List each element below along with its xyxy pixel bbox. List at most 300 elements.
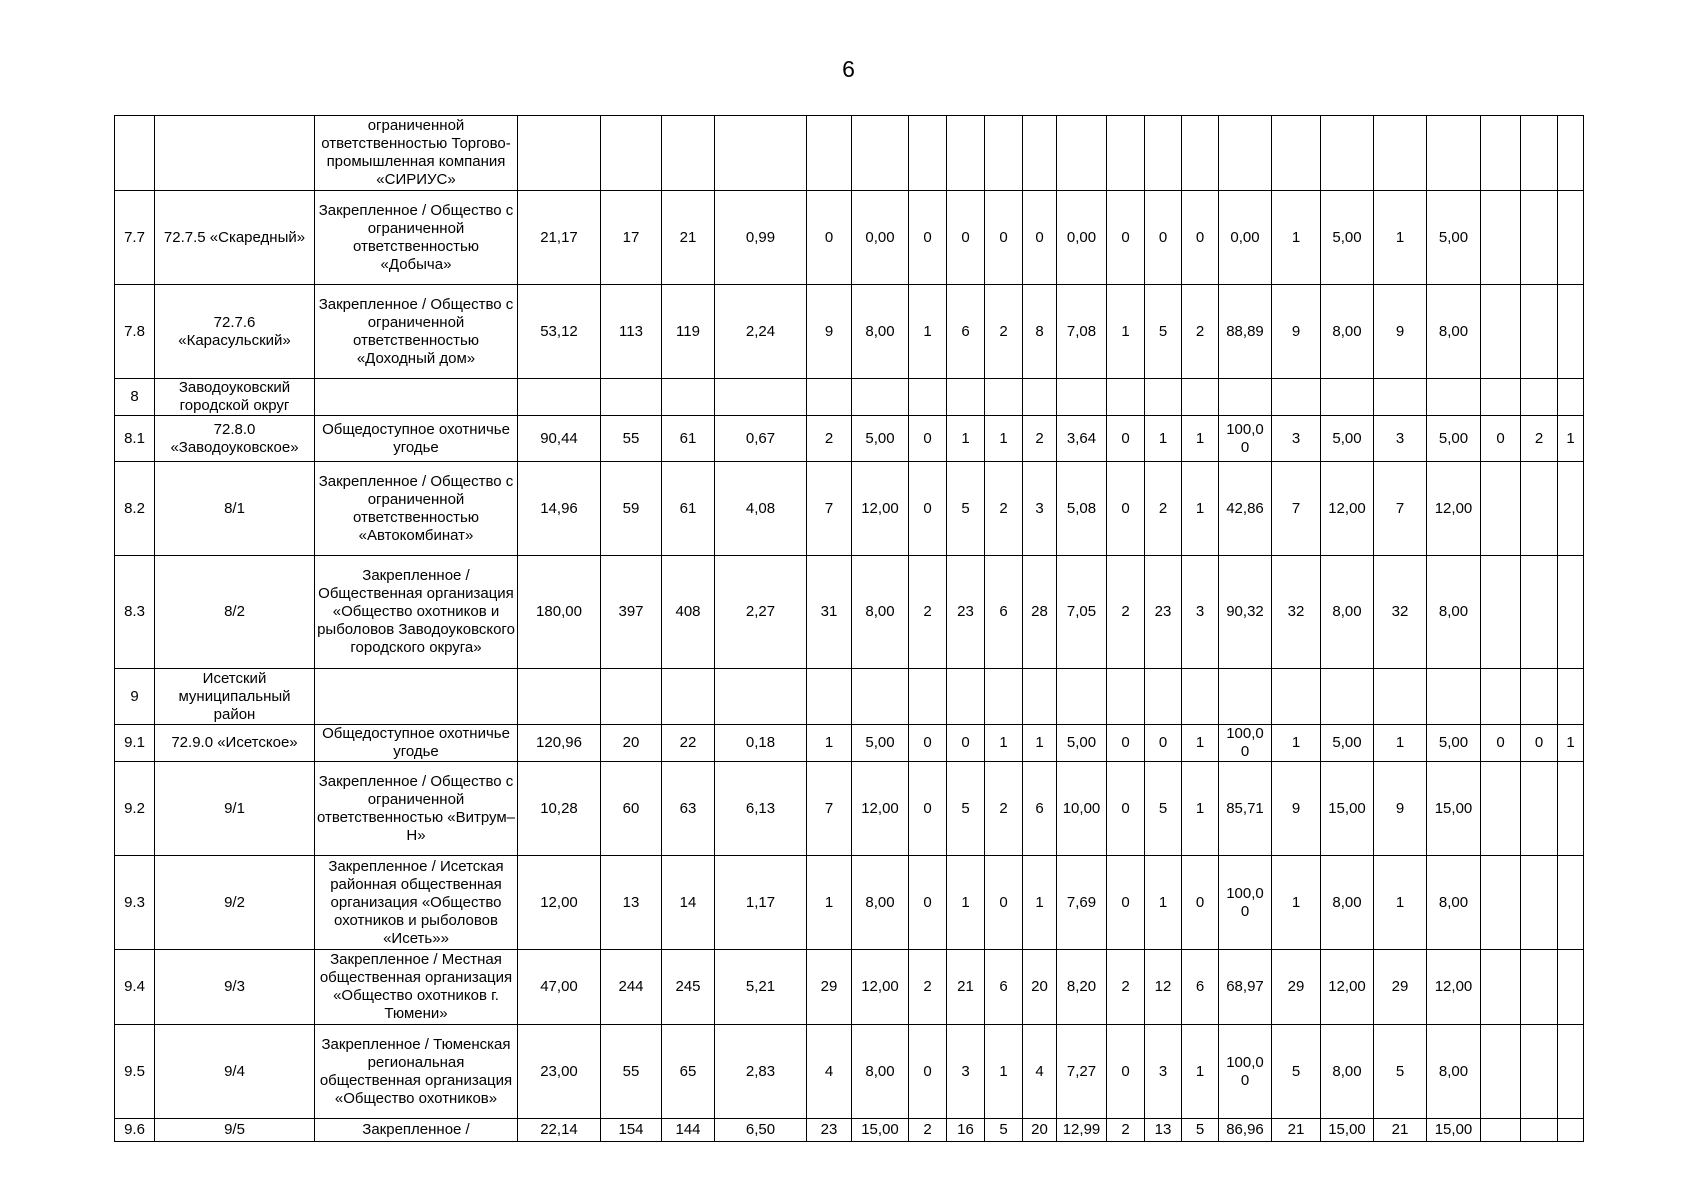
value-cell: 12,00 [852,462,909,556]
ground-type-owner-cell [315,379,518,416]
value-cell: 2 [1107,950,1145,1025]
value-cell: 0 [1107,762,1145,856]
value-cell: 1 [1145,856,1182,950]
value-cell: 9 [807,285,852,379]
value-cell [1481,379,1521,416]
value-cell: 29 [807,950,852,1025]
value-cell: 2 [1023,416,1057,462]
value-cell: 6 [1023,762,1057,856]
value-cell: 7,08 [1057,285,1107,379]
value-cell: 5,00 [1427,191,1481,285]
value-cell: 1 [1374,725,1427,762]
ground-type-owner-cell: Закрепленное / Местная общественная организация «Общество охотников г. Тюмени» [315,950,518,1025]
value-cell: 15,00 [1427,762,1481,856]
table-row [115,379,1584,416]
value-cell: 3,64 [1057,416,1107,462]
row-number-cell [115,116,155,191]
ground-type-owner-cell [315,669,518,725]
value-cell: 9 [1374,285,1427,379]
value-cell [1272,669,1321,725]
ground-type-owner-cell: Закрепленное / Общество с ограниченной ответственностью «Витрум–Н» [315,762,518,856]
value-cell: 31 [807,556,852,669]
value-cell: 32 [1374,556,1427,669]
value-cell [601,116,662,191]
value-cell [1374,669,1427,725]
ground-name-cell: 8/1 [155,462,315,556]
value-cell: 8,20 [1057,950,1107,1025]
ground-name-cell: 72.7.6 «Карасульский» [155,285,315,379]
value-cell: 1 [1182,416,1219,462]
value-cell: 22 [662,725,715,762]
value-cell [1558,762,1584,856]
table-row [115,416,1584,462]
value-cell: 85,71 [1219,762,1272,856]
value-cell [1558,856,1584,950]
value-cell: 1 [1145,416,1182,462]
value-cell: 0,67 [715,416,807,462]
table-row [115,285,1584,379]
value-cell [807,669,852,725]
value-cell: 3 [1272,416,1321,462]
row-number-cell: 9.6 [115,1119,155,1142]
value-cell: 15,00 [1321,1119,1374,1142]
value-cell: 12,00 [1427,462,1481,556]
value-cell: 0 [909,762,947,856]
ground-name-cell: 9/3 [155,950,315,1025]
value-cell [1558,191,1584,285]
value-cell [518,116,601,191]
value-cell: 15,00 [852,1119,909,1142]
value-cell: 2 [1182,285,1219,379]
value-cell: 15,00 [1321,762,1374,856]
value-cell [1481,191,1521,285]
value-cell: 1 [985,725,1023,762]
value-cell: 65 [662,1025,715,1119]
value-cell: 1,17 [715,856,807,950]
value-cell: 5,00 [852,416,909,462]
value-cell: 4,08 [715,462,807,556]
value-cell [1521,462,1558,556]
value-cell: 100,0 0 [1219,416,1272,462]
value-cell [1481,669,1521,725]
table-row [115,1119,1584,1142]
value-cell: 1 [1272,191,1321,285]
value-cell [1521,556,1558,669]
value-cell: 21,17 [518,191,601,285]
value-cell [852,379,909,416]
value-cell: 8,00 [1427,556,1481,669]
value-cell: 2,83 [715,1025,807,1119]
value-cell [947,116,985,191]
value-cell: 0 [1107,191,1145,285]
value-cell: 16 [947,1119,985,1142]
value-cell [807,379,852,416]
table-row [115,556,1584,669]
value-cell: 100,0 0 [1219,1025,1272,1119]
value-cell [852,669,909,725]
ground-name-cell: Исетский муниципальный район [155,669,315,725]
value-cell: 0 [1107,856,1145,950]
value-cell: 100,0 0 [1219,725,1272,762]
value-cell: 47,00 [518,950,601,1025]
row-number-cell: 7.7 [115,191,155,285]
ground-type-owner-cell: Закрепленное / Общество с ограниченной ответственностью «Доходный дом» [315,285,518,379]
value-cell: 0 [1481,725,1521,762]
value-cell: 4 [807,1025,852,1119]
value-cell: 0 [1107,1025,1145,1119]
value-cell: 12,00 [1427,950,1481,1025]
value-cell [1057,669,1107,725]
value-cell: 1 [1272,725,1321,762]
value-cell: 55 [601,416,662,462]
value-cell: 2,24 [715,285,807,379]
value-cell: 68,97 [1219,950,1272,1025]
row-number-cell: 9.3 [115,856,155,950]
value-cell: 5 [985,1119,1023,1142]
value-cell [985,116,1023,191]
value-cell: 397 [601,556,662,669]
value-cell: 5 [947,762,985,856]
ground-name-cell: 8/2 [155,556,315,669]
value-cell: 1 [1374,191,1427,285]
value-cell: 90,32 [1219,556,1272,669]
value-cell: 5,00 [1427,725,1481,762]
value-cell [1558,950,1584,1025]
value-cell: 0 [985,856,1023,950]
value-cell: 154 [601,1119,662,1142]
value-cell [1558,669,1584,725]
value-cell: 6,50 [715,1119,807,1142]
value-cell [1521,1119,1558,1142]
value-cell: 7 [1272,462,1321,556]
value-cell: 9 [1374,762,1427,856]
ground-type-owner-cell: Общедоступное охотничье угодье [315,416,518,462]
value-cell: 12,00 [518,856,601,950]
value-cell: 2 [807,416,852,462]
value-cell: 7 [807,462,852,556]
value-cell: 8,00 [852,856,909,950]
value-cell: 0 [1107,725,1145,762]
value-cell [1521,762,1558,856]
value-cell: 8,00 [1321,285,1374,379]
value-cell: 4 [1023,1025,1057,1119]
value-cell [1481,950,1521,1025]
value-cell: 0 [807,191,852,285]
value-cell: 0 [985,191,1023,285]
value-cell: 1 [1558,725,1584,762]
value-cell [1521,856,1558,950]
value-cell [909,116,947,191]
value-cell: 7 [807,762,852,856]
ground-name-cell: 72.8.0 «Заводоуковское» [155,416,315,462]
value-cell [1481,462,1521,556]
value-cell [662,669,715,725]
value-cell [1521,191,1558,285]
value-cell [1321,379,1374,416]
value-cell: 1 [807,725,852,762]
value-cell: 12,00 [1321,950,1374,1025]
ground-name-cell: 9/2 [155,856,315,950]
value-cell: 0,00 [1219,191,1272,285]
value-cell: 17 [601,191,662,285]
value-cell: 21 [947,950,985,1025]
value-cell: 5,00 [1321,191,1374,285]
value-cell [1272,379,1321,416]
value-cell: 2 [909,1119,947,1142]
ground-name-cell: 72.7.5 «Скаредный» [155,191,315,285]
value-cell: 1 [1023,856,1057,950]
table-row [115,725,1584,762]
value-cell: 12,00 [852,762,909,856]
value-cell: 28 [1023,556,1057,669]
value-cell: 8,00 [1321,1025,1374,1119]
value-cell: 0 [947,725,985,762]
value-cell: 23 [947,556,985,669]
value-cell: 0 [909,725,947,762]
value-cell: 5 [1272,1025,1321,1119]
row-number-cell: 9 [115,669,155,725]
value-cell [1427,669,1481,725]
value-cell: 9 [1272,762,1321,856]
table-row [115,950,1584,1025]
row-number-cell: 8.3 [115,556,155,669]
value-cell: 9 [1272,285,1321,379]
row-number-cell: 9.1 [115,725,155,762]
ground-type-owner-cell: ограниченной ответственностью Торгово-промышленная компания «СИРИУС» [315,116,518,191]
value-cell [1521,285,1558,379]
value-cell: 1 [947,856,985,950]
value-cell: 5 [947,462,985,556]
table-row [115,462,1584,556]
table-row [115,762,1584,856]
value-cell: 3 [1182,556,1219,669]
value-cell: 5 [1374,1025,1427,1119]
value-cell: 0 [909,191,947,285]
value-cell: 1 [1374,856,1427,950]
ground-type-owner-cell: Закрепленное / Общество с ограниченной ответственностью «Добыча» [315,191,518,285]
value-cell: 55 [601,1025,662,1119]
value-cell [1182,379,1219,416]
value-cell: 5,21 [715,950,807,1025]
value-cell: 3 [1145,1025,1182,1119]
value-cell [518,379,601,416]
value-cell: 1 [1182,762,1219,856]
ground-type-owner-cell: Закрепленное / Общественная организация «Общество охотников и рыболовов Заводоуковского городского округа» [315,556,518,669]
value-cell: 1 [1023,725,1057,762]
value-cell [601,669,662,725]
value-cell: 21 [1272,1119,1321,1142]
value-cell: 12,99 [1057,1119,1107,1142]
value-cell: 20 [1023,1119,1057,1142]
value-cell [1145,669,1182,725]
value-cell: 2 [1107,1119,1145,1142]
value-cell: 6,13 [715,762,807,856]
value-cell: 0 [1145,725,1182,762]
table-row [115,1025,1584,1119]
value-cell [715,379,807,416]
value-cell: 0 [1182,191,1219,285]
value-cell [1558,1119,1584,1142]
value-cell: 6 [1182,950,1219,1025]
value-cell: 7,69 [1057,856,1107,950]
value-cell: 0 [1107,416,1145,462]
value-cell: 21 [1374,1119,1427,1142]
value-cell: 8,00 [1321,556,1374,669]
value-cell: 3 [1023,462,1057,556]
value-cell: 113 [601,285,662,379]
value-cell [1427,116,1481,191]
value-cell: 2 [985,285,1023,379]
value-cell [1023,669,1057,725]
value-cell: 8,00 [852,285,909,379]
table-body [115,116,1584,1142]
value-cell [1219,669,1272,725]
hunting-grounds-table [114,115,1584,1142]
value-cell: 5,00 [1427,416,1481,462]
row-number-cell: 9.4 [115,950,155,1025]
value-cell: 0 [909,462,947,556]
value-cell: 5 [1182,1119,1219,1142]
value-cell: 2 [1145,462,1182,556]
value-cell [1219,379,1272,416]
value-cell: 23 [1145,556,1182,669]
value-cell: 12,00 [1321,462,1374,556]
value-cell [1558,116,1584,191]
value-cell: 408 [662,556,715,669]
value-cell [1558,556,1584,669]
value-cell [1481,1025,1521,1119]
value-cell: 5 [1145,762,1182,856]
value-cell: 1 [807,856,852,950]
value-cell [1521,669,1558,725]
value-cell: 120,96 [518,725,601,762]
value-cell: 0 [1145,191,1182,285]
value-cell [1023,379,1057,416]
value-cell [1481,1119,1521,1142]
value-cell [1321,116,1374,191]
value-cell: 23 [807,1119,852,1142]
value-cell [985,669,1023,725]
value-cell: 0,00 [1057,191,1107,285]
value-cell: 20 [601,725,662,762]
value-cell: 63 [662,762,715,856]
ground-type-owner-cell: Закрепленное / Исетская районная общественная организация «Общество охотников и рыболовов «Исеть»» [315,856,518,950]
value-cell: 61 [662,416,715,462]
row-number-cell: 9.2 [115,762,155,856]
row-number-cell: 8.1 [115,416,155,462]
value-cell: 86,96 [1219,1119,1272,1142]
value-cell: 5,00 [1321,725,1374,762]
value-cell: 6 [985,556,1023,669]
value-cell: 1 [1182,462,1219,556]
table-row [115,116,1584,191]
value-cell: 8,00 [852,1025,909,1119]
value-cell: 10,28 [518,762,601,856]
value-cell [947,669,985,725]
value-cell: 0 [909,416,947,462]
value-cell [1145,379,1182,416]
value-cell: 5,00 [1057,725,1107,762]
table-row [115,856,1584,950]
ground-name-cell: Заводоуковский городской округ [155,379,315,416]
value-cell: 0 [1521,725,1558,762]
value-cell: 61 [662,462,715,556]
value-cell: 8,00 [1427,285,1481,379]
value-cell [807,116,852,191]
value-cell [1057,116,1107,191]
value-cell [1219,116,1272,191]
value-cell: 6 [985,950,1023,1025]
value-cell: 144 [662,1119,715,1142]
value-cell [1107,669,1145,725]
value-cell: 20 [1023,950,1057,1025]
value-cell [1481,762,1521,856]
value-cell: 8 [1023,285,1057,379]
value-cell: 5 [1145,285,1182,379]
row-number-cell: 7.8 [115,285,155,379]
value-cell: 244 [601,950,662,1025]
value-cell: 1 [1107,285,1145,379]
value-cell: 21 [662,191,715,285]
ground-type-owner-cell: Закрепленное / Тюменская региональная общественная организация «Общество охотников» [315,1025,518,1119]
value-cell [1558,285,1584,379]
value-cell [852,116,909,191]
value-cell [1521,379,1558,416]
page-number: 6 [842,56,855,82]
value-cell: 0 [909,856,947,950]
value-cell [662,116,715,191]
ground-type-owner-cell: Закрепленное / [315,1119,518,1142]
value-cell: 23,00 [518,1025,601,1119]
ground-type-owner-cell: Общедоступное охотничье угодье [315,725,518,762]
value-cell: 7,27 [1057,1025,1107,1119]
ground-name-cell: 9/5 [155,1119,315,1142]
ground-name-cell: 72.9.0 «Исетское» [155,725,315,762]
value-cell [1558,379,1584,416]
value-cell: 0,18 [715,725,807,762]
value-cell [1182,116,1219,191]
value-cell [601,379,662,416]
value-cell: 2 [1107,556,1145,669]
value-cell: 119 [662,285,715,379]
value-cell: 1 [1558,416,1584,462]
table-row [115,191,1584,285]
value-cell [1521,1025,1558,1119]
value-cell [1107,379,1145,416]
table-row [115,669,1584,725]
value-cell: 8,00 [1321,856,1374,950]
value-cell [1521,950,1558,1025]
value-cell: 29 [1272,950,1321,1025]
value-cell: 2 [909,950,947,1025]
value-cell: 53,12 [518,285,601,379]
row-number-cell: 8.2 [115,462,155,556]
ground-name-cell: 9/1 [155,762,315,856]
value-cell: 5,00 [1321,416,1374,462]
value-cell: 5,08 [1057,462,1107,556]
value-cell: 12,00 [852,950,909,1025]
value-cell [1481,856,1521,950]
value-cell [1272,116,1321,191]
value-cell: 60 [601,762,662,856]
ground-type-owner-cell: Закрепленное / Общество с ограниченной ответственностью «Автокомбинат» [315,462,518,556]
value-cell: 88,89 [1219,285,1272,379]
value-cell: 0 [909,1025,947,1119]
value-cell [1481,285,1521,379]
value-cell: 0 [1481,416,1521,462]
value-cell [947,379,985,416]
value-cell [662,379,715,416]
